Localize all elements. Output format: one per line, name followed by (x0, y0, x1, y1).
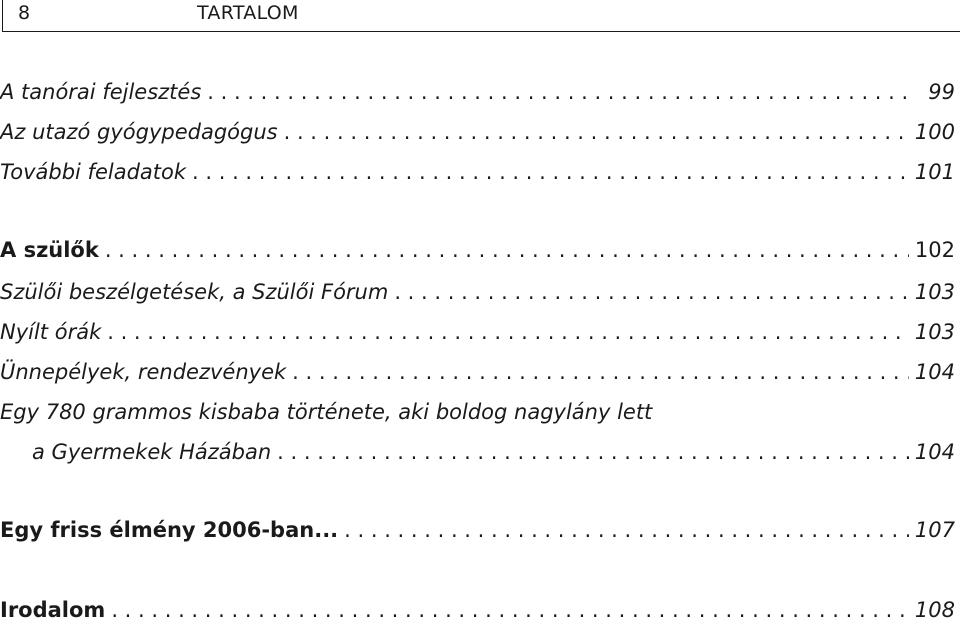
toc-entry-title: Egy 780 grammos kisbaba története, aki boldog nagylány lett (0, 400, 653, 424)
toc-entry-page: 104 (914, 360, 955, 384)
toc-entry-szuloi-beszelgetesek[interactable] (0, 272, 955, 306)
dot-leader (394, 278, 909, 306)
toc-entry-page: 108 (914, 598, 955, 622)
toc-entry-title: Ünnepélyek, rendezvények (0, 360, 287, 384)
toc-entry-page: 102 (914, 238, 955, 262)
page-header (0, 0, 960, 32)
dot-leader (107, 318, 909, 346)
dot-leader (207, 78, 909, 106)
toc-entry-title: A szülők (0, 238, 99, 262)
dot-leader (284, 118, 909, 146)
toc-entry-page: 103 (914, 280, 955, 304)
toc-entry-tanorai-fejlesztes[interactable] (0, 72, 955, 106)
toc-entry-page: 101 (914, 160, 955, 184)
toc-entry-title: További feladatok (0, 160, 187, 184)
dot-leader (344, 516, 909, 544)
dot-leader (192, 158, 909, 186)
toc-entry-title: A tanórai fejlesztés (0, 80, 202, 104)
dot-leader (105, 236, 909, 264)
toc-entry-irodalom[interactable] (0, 590, 955, 624)
page-title: TARTALOM (197, 2, 299, 24)
toc-entry-title: Az utazó gyógypedagógus (0, 120, 278, 144)
dot-leader (111, 596, 909, 624)
toc-entry-title: Nyílt órák (0, 320, 102, 344)
toc-entry-page: 103 (914, 320, 955, 344)
header-horizontal-rule (2, 31, 960, 32)
toc-entry-page: 107 (914, 518, 955, 542)
toc-entry-page: 100 (914, 120, 955, 144)
toc-entry-friss-elmeny[interactable] (0, 510, 955, 544)
toc-entry-a-szulok[interactable] (0, 230, 955, 264)
toc-entry-title: Egy friss élmény 2006-ban... (0, 518, 339, 542)
toc-entry-title: Irodalom (0, 598, 106, 622)
dot-leader (277, 438, 909, 466)
toc-entry-utazo-gyogypedagogus[interactable] (0, 112, 955, 146)
toc-entry-nyilt-orak[interactable] (0, 312, 955, 346)
toc-entry-kisbaba-line2[interactable] (0, 432, 955, 466)
toc-entry-title-continued: a Gyermekek Házában (32, 440, 272, 464)
toc-entry-kisbaba-line1[interactable] (0, 392, 652, 426)
page-number: 8 (18, 2, 31, 24)
toc-entry-page: 104 (914, 440, 955, 464)
toc-entry-tovabbi-feladatok[interactable] (0, 152, 955, 186)
toc-entry-title: Szülői beszélgetések, a Szülői Fórum (0, 280, 389, 304)
header-vertical-rule (2, 0, 3, 32)
dot-leader (292, 358, 909, 386)
toc-entry-unnepelyek[interactable] (0, 352, 955, 386)
toc-entry-page: 99 (928, 80, 955, 104)
